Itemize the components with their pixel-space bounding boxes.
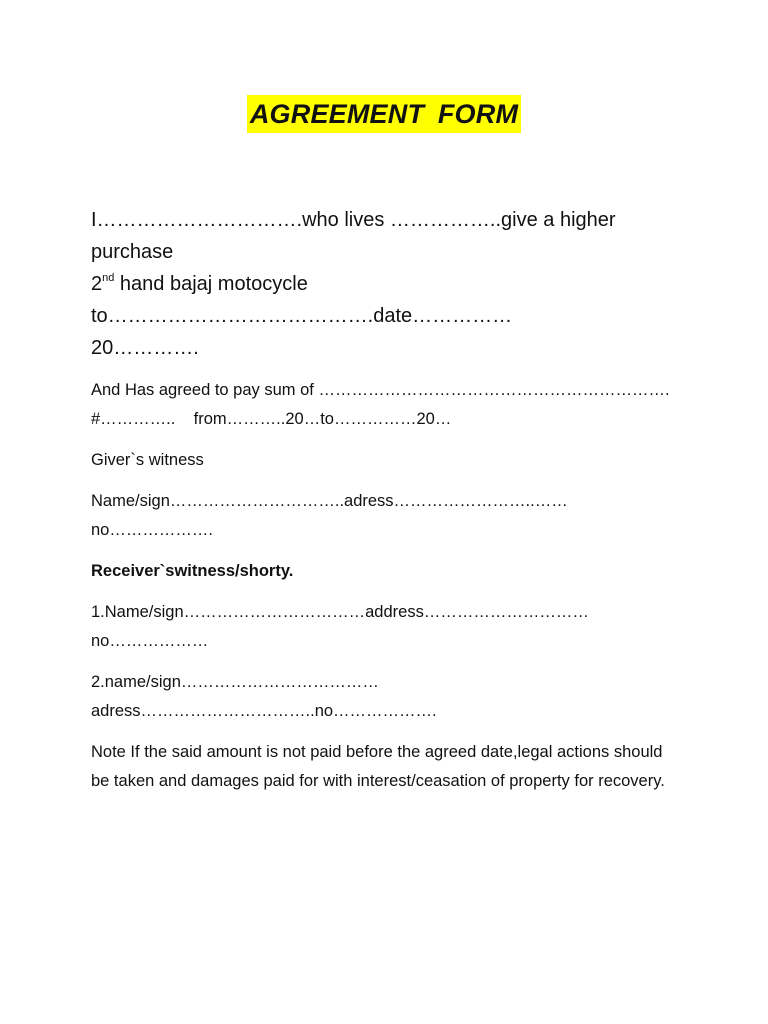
note-paragraph: Note If the said amount is not paid before the agreed date,legal actions should be taken and damages paid for with interest/ceasation of property for recovery. xyxy=(91,743,665,790)
payment-paragraph xyxy=(91,376,681,434)
receiver-witness-heading: Receiver`switness/shorty. xyxy=(91,562,294,580)
intro-line-1: I………………………….who lives ……………..give a higher purchase xyxy=(91,209,616,263)
agreement-body xyxy=(91,204,681,808)
receiver-witness-line-1: 1.Name/sign……………………………address…………………………no……………… xyxy=(91,603,589,650)
title-block xyxy=(0,95,768,133)
page-title: AGREEMENT FORM xyxy=(247,95,521,133)
intro-line-2-text: hand bajaj motocycle to………………………………….date…………… xyxy=(91,273,513,327)
intro-paragraph xyxy=(91,204,681,364)
intro-line-2 xyxy=(91,268,681,332)
payment-line-1: And Has agreed to pay sum of ………………………………………………………. xyxy=(91,381,670,399)
giver-witness-line: Name/sign…………………………..adress……………………..……no………………. xyxy=(91,492,568,539)
intro-line-3: 20…………. xyxy=(91,337,199,359)
intro-ordinal: 2 xyxy=(91,273,103,295)
receiver-witness-line-2: 2.name/sign………………………………adress…………………………..no………………. xyxy=(91,673,437,720)
intro-ordinal-suffix: nd xyxy=(102,272,115,284)
payment-line-2: #………….. from………..20…to……………20… xyxy=(91,410,452,428)
giver-witness-heading: Giver`s witness xyxy=(91,451,204,469)
